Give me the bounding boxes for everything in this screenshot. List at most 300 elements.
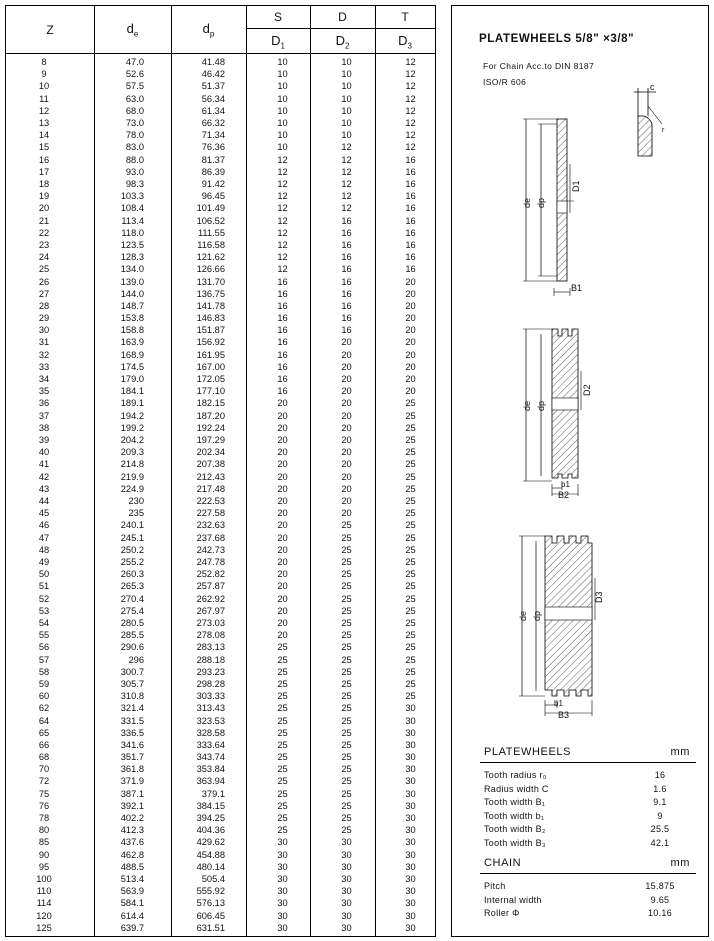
cell-dp: 161.95 [196,349,225,360]
cell-de: 78.0 [125,130,144,141]
cell-z: 114 [36,898,52,909]
cell-de: 199.2 [120,422,144,433]
cell-d1: 10 [277,142,288,153]
cell-dp: 328.58 [196,727,225,738]
cell-z: 48 [38,544,50,555]
cell-z: 32 [38,349,50,360]
header-t: T [401,10,409,24]
cell-z: 21 [38,215,50,226]
triplex-sprocket-drawing [518,536,604,720]
header-s: S [273,10,282,24]
cell-z: 47 [38,532,50,543]
section-divider [480,873,696,874]
cell-de: 123.5 [120,239,144,250]
cell-dp: 404.36 [196,825,225,836]
cell-z: 23 [38,239,50,250]
cell-z: 18 [38,178,50,189]
cell-dp: 156.92 [196,337,225,348]
cell-z: 22 [38,227,50,238]
cell-de: 392.1 [120,800,144,811]
cell-z: 59 [38,678,50,689]
cell-z: 64 [38,715,50,726]
spec-value: 42.1 [650,838,670,848]
cell-dp: 187.20 [196,410,225,421]
spec-row [484,810,696,822]
cell-d2: 20 [341,508,352,519]
cell-d3: 30 [405,886,416,897]
cell-d3: 30 [405,874,416,885]
label-de-3: de [518,610,528,621]
cell-z: 42 [38,471,50,482]
cell-de: 93.0 [125,166,144,177]
cell-z: 55 [38,630,50,641]
cell-z: 68 [38,752,50,763]
cell-z: 45 [38,508,50,519]
cell-d3: 25 [405,544,416,555]
cell-z: 12 [38,105,50,116]
cell-de: 83.0 [125,142,144,153]
cell-d3: 16 [405,203,416,214]
cell-de: 179.0 [120,374,144,385]
cell-de: 118.0 [121,227,144,238]
cell-dp: 454.88 [196,849,225,860]
cell-d3: 25 [405,447,416,458]
cell-d2: 25 [341,544,352,555]
cell-dp: 429.62 [196,837,225,848]
label-de-2: de [522,400,532,411]
cell-dp: 576.13 [196,898,225,909]
chain-section-heading: CHAIN mm [484,857,690,869]
cell-d2: 16 [341,313,352,324]
cell-d3: 16 [405,264,416,275]
header-d3: $D_3$ [398,33,412,51]
spec-label: Tooth width B₁ [484,797,546,808]
section-divider [480,762,696,763]
spec-value: 9.1 [653,797,667,808]
cell-z: 80 [38,825,50,836]
cell-de: 98.3 [125,178,144,189]
cell-d1: 16 [277,288,288,299]
cell-d2: 25 [341,788,352,799]
cell-d1: 20 [277,483,288,494]
cell-d1: 20 [277,581,288,592]
cell-de: 230 [128,496,144,506]
header-dp: $d_p$ [202,21,215,39]
cell-d3: 12 [405,142,416,153]
cell-d2: 12 [341,203,352,214]
spec-value: 25.5 [650,824,670,835]
cell-de: 153.8 [120,313,144,324]
cell-d3: 20 [405,386,416,397]
cell-de: 412.3 [120,825,144,836]
cell-d2: 20 [341,361,352,372]
cell-d3: 30 [405,788,416,799]
cell-d1: 20 [277,471,288,482]
spec-row [484,796,696,808]
cell-d1: 10 [277,81,288,92]
cell-dp: 353.84 [196,764,225,775]
cell-z: 66 [38,739,50,750]
cell-d3: 30 [405,800,416,811]
cell-z: 54 [38,617,50,628]
cell-dp: 202.34 [196,447,225,458]
cell-d2: 25 [341,764,352,775]
cell-dp: 212.43 [196,471,225,482]
cell-d1: 12 [277,252,288,263]
cell-d1: 12 [277,154,288,165]
cell-d3: 25 [405,398,416,409]
cell-d2: 20 [341,422,352,433]
cell-de: 158.8 [120,325,144,336]
cell-z: 56 [38,642,50,653]
cell-d3: 25 [405,569,416,580]
cell-de: 168.9 [120,349,144,360]
cell-d3: 25 [405,630,416,641]
cell-d3: 20 [405,349,416,360]
cell-d2: 16 [341,276,352,287]
label-d2: D2 [582,384,592,396]
cell-dp: 247.78 [196,556,225,567]
cell-d3: 20 [405,361,416,372]
cell-de: 310.8 [120,691,144,702]
cell-d2: 25 [341,581,352,592]
cell-de: 240.1 [120,520,144,531]
cell-z: 27 [38,288,50,299]
cell-de: 513.4 [120,874,144,885]
cell-d2: 10 [341,93,352,104]
cell-d3: 25 [405,483,416,494]
cell-z: 30 [38,325,50,336]
cell-d2: 16 [341,239,352,250]
cell-d3: 16 [405,215,416,226]
cell-d3: 12 [405,69,416,80]
spec-label: Tooth width B₃ [484,838,546,848]
label-b1-triplex: b1 [554,699,563,708]
label-dp-3: dp [532,610,542,621]
sprocket-dimension-table [5,5,436,937]
cell-dp: 126.66 [196,264,225,275]
cell-dp: 606.45 [196,910,225,921]
cell-d1: 12 [277,239,288,250]
cell-d1: 10 [277,105,288,116]
cell-de: 108.4 [120,203,144,214]
cell-dp: 151.87 [196,325,225,336]
cell-d3: 30 [405,825,416,836]
header-d: D [338,10,347,24]
cell-d2: 25 [341,678,352,689]
cell-dp: 197.29 [196,435,225,446]
cell-d2: 10 [341,69,352,80]
cell-d2: 25 [341,556,352,567]
cell-d1: 20 [277,422,288,433]
cell-de: 275.4 [120,605,144,616]
chain-standard-text: For Chain Acc.to DIN 8187 [483,61,595,71]
cell-d1: 25 [277,715,288,726]
cell-z: 35 [38,386,50,397]
spec-label: Tooth width B₂ [484,824,546,835]
cell-z: 65 [38,727,50,738]
spec-label: Tooth radius r₀ [484,770,547,780]
cell-d3: 12 [405,105,416,116]
cell-d2: 12 [341,142,352,153]
cell-d1: 25 [277,825,288,836]
cell-d1: 12 [277,264,288,275]
cell-de: 88.0 [125,154,144,165]
cell-d1: 25 [277,666,288,677]
cell-dp: 96.45 [201,191,225,202]
cell-d1: 25 [277,703,288,714]
cell-z: 34 [38,374,50,385]
cell-d1: 30 [277,886,288,897]
label-b1-upper: B1 [571,283,583,293]
cell-de: 584.1 [120,898,144,909]
cell-dp: 182.15 [196,398,225,409]
cell-d1: 25 [277,776,288,787]
cell-d2: 25 [341,666,352,677]
cell-d1: 10 [277,57,288,67]
cell-d3: 30 [405,776,416,787]
cell-dp: 293.23 [196,666,225,677]
cell-dp: 363.94 [196,776,225,787]
cell-d3: 12 [405,130,416,141]
cell-d2: 30 [341,886,352,897]
cell-de: 148.7 [120,300,144,311]
cell-z: 15 [38,142,50,153]
cell-dp: 46.42 [201,69,225,80]
spec-value: 9 [657,810,663,821]
cell-z: 90 [38,849,50,860]
cell-d3: 25 [405,691,416,702]
cell-de: 305.7 [120,678,144,689]
cell-d3: 25 [405,532,416,543]
cell-d1: 12 [277,178,288,189]
cell-de: 488.5 [120,861,144,872]
cell-dp: 222.53 [196,496,225,506]
cell-z: 25 [38,264,50,275]
cell-d2: 20 [341,496,352,506]
spec-value: 15.875 [645,881,675,891]
cell-d1: 16 [277,337,288,348]
column-divider [171,6,172,936]
duplex-sprocket-drawing [522,329,592,500]
cell-d3: 12 [405,117,416,128]
cell-z: 58 [38,666,50,677]
cell-z: 41 [38,459,50,470]
cell-dp: 217.48 [196,483,225,494]
cell-de: 280.5 [120,617,144,628]
cell-d2: 30 [341,874,352,885]
cell-z: 10 [38,81,50,92]
cell-z: 8 [41,57,47,67]
cell-d3: 30 [405,910,416,921]
cell-d2: 16 [341,325,352,336]
cell-z: 125 [36,922,52,933]
cell-z: 16 [38,154,50,165]
cell-d1: 25 [277,739,288,750]
cell-dp: 121.62 [196,252,225,263]
cell-de: 255.2 [120,556,144,567]
header-divider [246,28,435,29]
spec-label: Radius width C [484,783,549,794]
cell-dp: 76.36 [201,142,225,153]
cell-d3: 30 [405,703,416,714]
cell-d2: 12 [341,191,352,202]
cell-dp: 141.78 [196,300,225,311]
header-z: Z [46,23,54,37]
cell-dp: 394.25 [196,813,225,824]
cell-d3: 20 [405,374,416,385]
cell-z: 95 [38,861,50,872]
cell-dp: 278.08 [196,630,225,641]
cell-d3: 30 [405,764,416,775]
cell-d1: 20 [277,544,288,555]
cell-z: 36 [38,398,50,409]
cell-d2: 20 [341,386,352,397]
cell-d2: 25 [341,569,352,580]
cell-d1: 16 [277,313,288,324]
cell-d1: 25 [277,813,288,824]
header-d1: $D_1$ [271,33,285,51]
cell-d2: 10 [341,130,352,141]
spec-value: 9.65 [650,894,670,905]
cell-d2: 12 [341,178,352,189]
cell-z: 100 [36,874,52,885]
cell-z: 85 [38,837,50,848]
cell-d2: 25 [341,630,352,641]
cell-d2: 25 [341,813,352,824]
platewheels-info-panel [451,5,709,937]
cell-dp: 267.97 [196,605,225,616]
cell-d3: 25 [405,471,416,482]
cell-d3: 16 [405,239,416,250]
cell-z: 76 [38,800,50,811]
cell-dp: 480.14 [196,861,225,872]
cell-d3: 16 [405,178,416,189]
cell-z: 52 [38,593,50,604]
cell-d3: 25 [405,642,416,653]
cell-d1: 25 [277,691,288,702]
cell-de: 245.1 [120,532,144,543]
cell-z: 70 [38,764,50,775]
cell-d3: 25 [405,654,416,665]
cell-d1: 16 [277,325,288,336]
simplex-sprocket-drawing [522,119,582,296]
cell-dp: 61.34 [201,105,225,116]
cell-z: 13 [38,117,50,128]
cell-dp: 333.64 [196,739,225,750]
cell-dp: 111.55 [197,227,225,238]
cell-d1: 16 [277,361,288,372]
column-divider [246,6,247,936]
cell-d1: 30 [277,874,288,885]
cell-dp: 262.92 [196,593,225,604]
cell-d1: 16 [277,386,288,397]
cell-de: 139.0 [120,276,144,287]
cell-dp: 51.37 [201,81,225,92]
cell-d3: 16 [405,166,416,177]
cell-dp: 41.48 [201,57,225,67]
cell-dp: 146.83 [196,313,225,324]
cell-d3: 20 [405,313,416,324]
cell-d2: 20 [341,374,352,385]
cell-d1: 10 [277,117,288,128]
cell-d2: 20 [341,398,352,409]
cell-d2: 25 [341,617,352,628]
cell-d3: 25 [405,593,416,604]
cell-d1: 10 [277,69,288,80]
cell-de: 163.9 [120,337,144,348]
cell-de: 462.8 [120,849,144,860]
cell-d1: 12 [277,191,288,202]
cell-dp: 273.03 [196,617,225,628]
cell-de: 174.5 [120,361,144,372]
cell-d3: 25 [405,410,416,421]
cell-de: 73.0 [125,117,144,128]
cell-d2: 20 [341,459,352,470]
label-b3: B3 [558,710,570,720]
cell-d2: 25 [341,739,352,750]
cell-de: 260.3 [120,569,144,580]
cell-de: 361.8 [120,764,144,775]
chain-unit: mm [670,857,690,869]
spec-value: 1.6 [653,783,667,794]
cell-de: 614.4 [120,910,144,921]
cell-d2: 20 [341,435,352,446]
cell-d2: 16 [341,227,352,238]
label-dp-1: dp [536,197,546,208]
cell-d3: 25 [405,666,416,677]
cell-d2: 30 [341,861,352,872]
cell-de: 270.4 [120,593,144,604]
header-de: $d_e$ [126,21,139,39]
cell-d3: 20 [405,288,416,299]
cell-dp: 379.1 [201,788,225,799]
cell-dp: 172.05 [196,374,225,385]
spec-row [484,837,696,849]
cell-z: 72 [38,776,50,787]
cell-d3: 25 [405,520,416,531]
cell-d2: 20 [341,410,352,421]
cell-d1: 20 [277,398,288,409]
cell-dp: 283.13 [196,642,225,653]
cell-dp: 384.15 [196,800,225,811]
cell-d2: 30 [341,849,352,860]
platewheels-unit: mm [670,746,690,758]
cell-dp: 167.00 [196,361,225,372]
cell-z: 49 [38,556,50,567]
cell-z: 46 [38,520,50,531]
cell-de: 296 [128,654,144,665]
cell-d2: 10 [341,117,352,128]
spec-row [484,769,696,781]
cell-z: 11 [39,93,49,104]
cell-d2: 25 [341,593,352,604]
platewheels-section-heading: PLATEWHEELS mm [484,746,690,758]
cell-dp: 242.73 [196,544,225,555]
spec-label: Tooth width b₁ [484,810,545,821]
cell-d1: 25 [277,642,288,653]
header-d2: $D_2$ [335,33,350,51]
cell-de: 68.0 [125,105,144,116]
cell-dp: 237.68 [196,532,225,543]
cell-z: 120 [36,910,52,921]
cell-de: 639.7 [120,922,144,933]
cell-de: 250.2 [120,544,144,555]
cell-d3: 30 [405,739,416,750]
cell-d1: 30 [277,922,288,933]
cell-dp: 177.10 [196,386,225,397]
cell-dp: 257.87 [196,581,225,592]
